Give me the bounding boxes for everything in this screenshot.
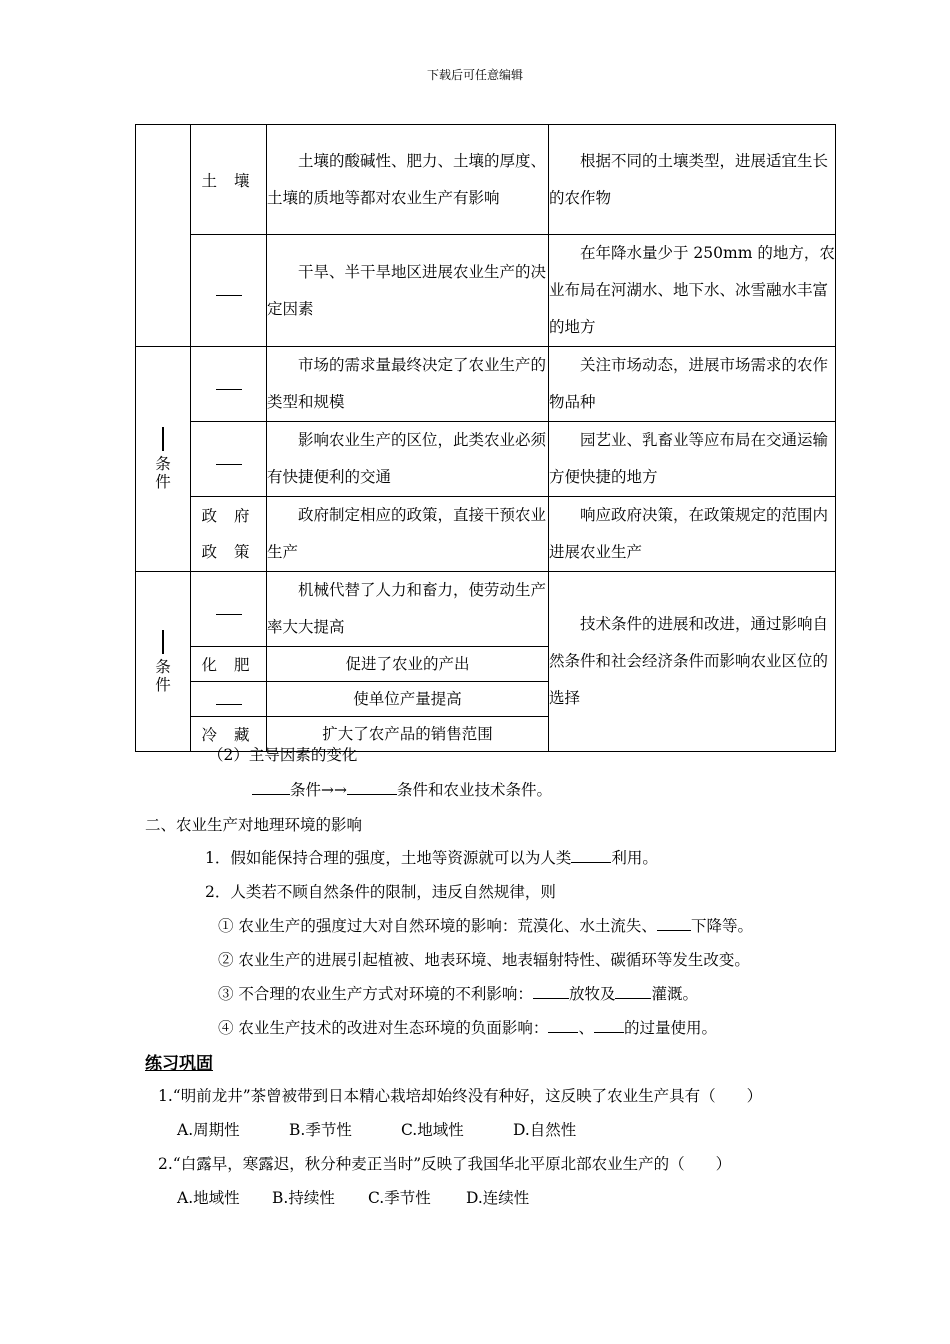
factor-advice: 园艺业、乳畜业等应布局在交通运输方便快捷的地方 [549,422,836,497]
factors-table [135,124,836,752]
fill-blank [347,780,397,795]
tech-section-cell [136,572,191,752]
factor-description: 扩大了农产品的销售范围 [267,717,549,752]
factor-advice: 技术条件的进展和改进，通过影响自然条件和社会经济条件而影响农业区位的选择 [549,572,836,752]
factor-description: 影响农业生产的区位，此类农业必须有快捷便利的交通 [267,422,549,497]
text-segment: 的过量使用。 [623,1019,717,1037]
question-2-option: D.连续性 [466,1189,530,1207]
text-segment: 条件→→ [290,781,347,799]
factor-name-blank [191,235,267,347]
factor-description: 土壤的酸碱性、肥力、土壤的厚度、土壤的质地等都对农业生产有影响 [267,125,549,235]
factor-description: 干旱、半干旱地区进展农业生产的决定因素 [267,235,549,347]
text-line [218,914,753,936]
factor-name-line: 政 府 [201,507,256,525]
fill-blank [594,1018,624,1033]
factor-description: 政府制定相应的政策，直接干预农业生产 [267,497,549,572]
factor-name-blank [191,422,267,497]
text-line [252,778,552,800]
section-label: 条件 [155,657,171,694]
fill-blank [657,916,691,931]
factor-name: 土 壤 [191,125,267,235]
table-row [136,422,836,497]
factor-advice: 在年降水量少于 250mm 的地方，农业布局在河湖水、地下水、冰雪融水丰富的地方 [549,235,836,347]
text-segment: ③ 不合理的农业生产方式对环境的不利影响： [218,985,533,1003]
factor-advice: 响应政府决策，在政策规定的范围内进展农业生产 [549,497,836,572]
factor-name: 冷 藏 [191,717,267,752]
social-section-cell [136,347,191,572]
factor-description: 机械代替了人力和畜力，使劳动生产率大大提高 [267,572,549,647]
question-1-option: C.地域性 [401,1121,464,1139]
text-line [205,846,658,868]
fill-blank [571,848,611,863]
question-2-option: A.地域性 [177,1189,240,1207]
text-segment: 灌溉。 [651,985,698,1003]
text-segment: 下降等。 [690,917,753,935]
factor-name-blank [191,572,267,647]
factor-advice: 关注市场动态，进展市场需求的农作物品种 [549,347,836,422]
table-row [136,572,836,647]
question-1-option: A.周期性 [177,1121,240,1139]
factor-name-line: 政 策 [201,543,256,561]
text-segment: ① 农业生产的强度过大对自然环境的影响：荒漠化、水土流失、 [218,917,657,935]
table-row [136,125,836,235]
question-1-option: D.自然性 [513,1121,577,1139]
text-segment: ④ 农业生产技术的改进对生态环境的负面影响： [218,1019,549,1037]
table-row [136,235,836,347]
exercise-title: 练习巩固 [145,1054,213,1074]
factor-description: 市场的需求量最终决定了农业生产的类型和规模 [267,347,549,422]
text-line [218,1016,717,1038]
question-1-option: B.季节性 [289,1121,352,1139]
text-line: 2．人类若不顾自然条件的限制，违反自然规律，则 [205,883,556,901]
question-1: 1.“明前龙井”茶曾被带到日本精心栽培却始终没有种好，这反映了农业生产具有（ ） [158,1087,763,1105]
factor-name [191,497,267,572]
question-2-option: B.持续性 [272,1189,335,1207]
natural-section-cell [136,125,191,347]
fill-blank-vertical [162,630,164,654]
fill-blank [615,984,651,999]
text-segment: 、 [578,1019,594,1037]
factor-description: 使单位产量提高 [267,682,549,717]
question-2: 2.“白露早，寒露迟，秋分种麦正当时”反映了我国华北平原北部农业生产的（ ） [158,1155,732,1173]
text-segment: 放牧及 [568,985,616,1003]
fill-blank [216,690,242,705]
fill-blank [216,450,242,465]
fill-blank [216,600,242,615]
factor-name-blank [191,347,267,422]
text-line: ② 农业生产的进展引起植被、地表环境、地表辐射特性、碳循环等发生改变。 [218,951,750,969]
text-segment: 条件和农业技术条件。 [396,781,552,799]
section-heading: 二、农业生产对地理环境的影响 [145,816,363,834]
factor-name: 化 肥 [191,647,267,682]
table-row [136,497,836,572]
factor-description: 促进了农业的产出 [267,647,549,682]
fill-blank [216,281,242,296]
page-header: 下载后可任意编辑 [426,68,523,82]
text-segment: 1．假如能保持合理的强度，土地等资源就可以为人类 [205,849,572,867]
fill-blank [548,1018,578,1033]
fill-blank [216,375,242,390]
section-label: 条件 [155,455,171,491]
text-segment: 利用。 [611,849,658,867]
question-2-option: C.季节性 [368,1189,431,1207]
fill-blank [252,780,290,795]
fill-blank-vertical [162,427,164,451]
table-row [136,347,836,422]
factor-name-blank [191,682,267,717]
fill-blank [533,984,569,999]
factor-advice: 根据不同的土壤类型，进展适宜生长的农作物 [549,125,836,235]
sub-heading: （2）主导因素的变化 [208,746,358,764]
text-line [218,982,698,1004]
